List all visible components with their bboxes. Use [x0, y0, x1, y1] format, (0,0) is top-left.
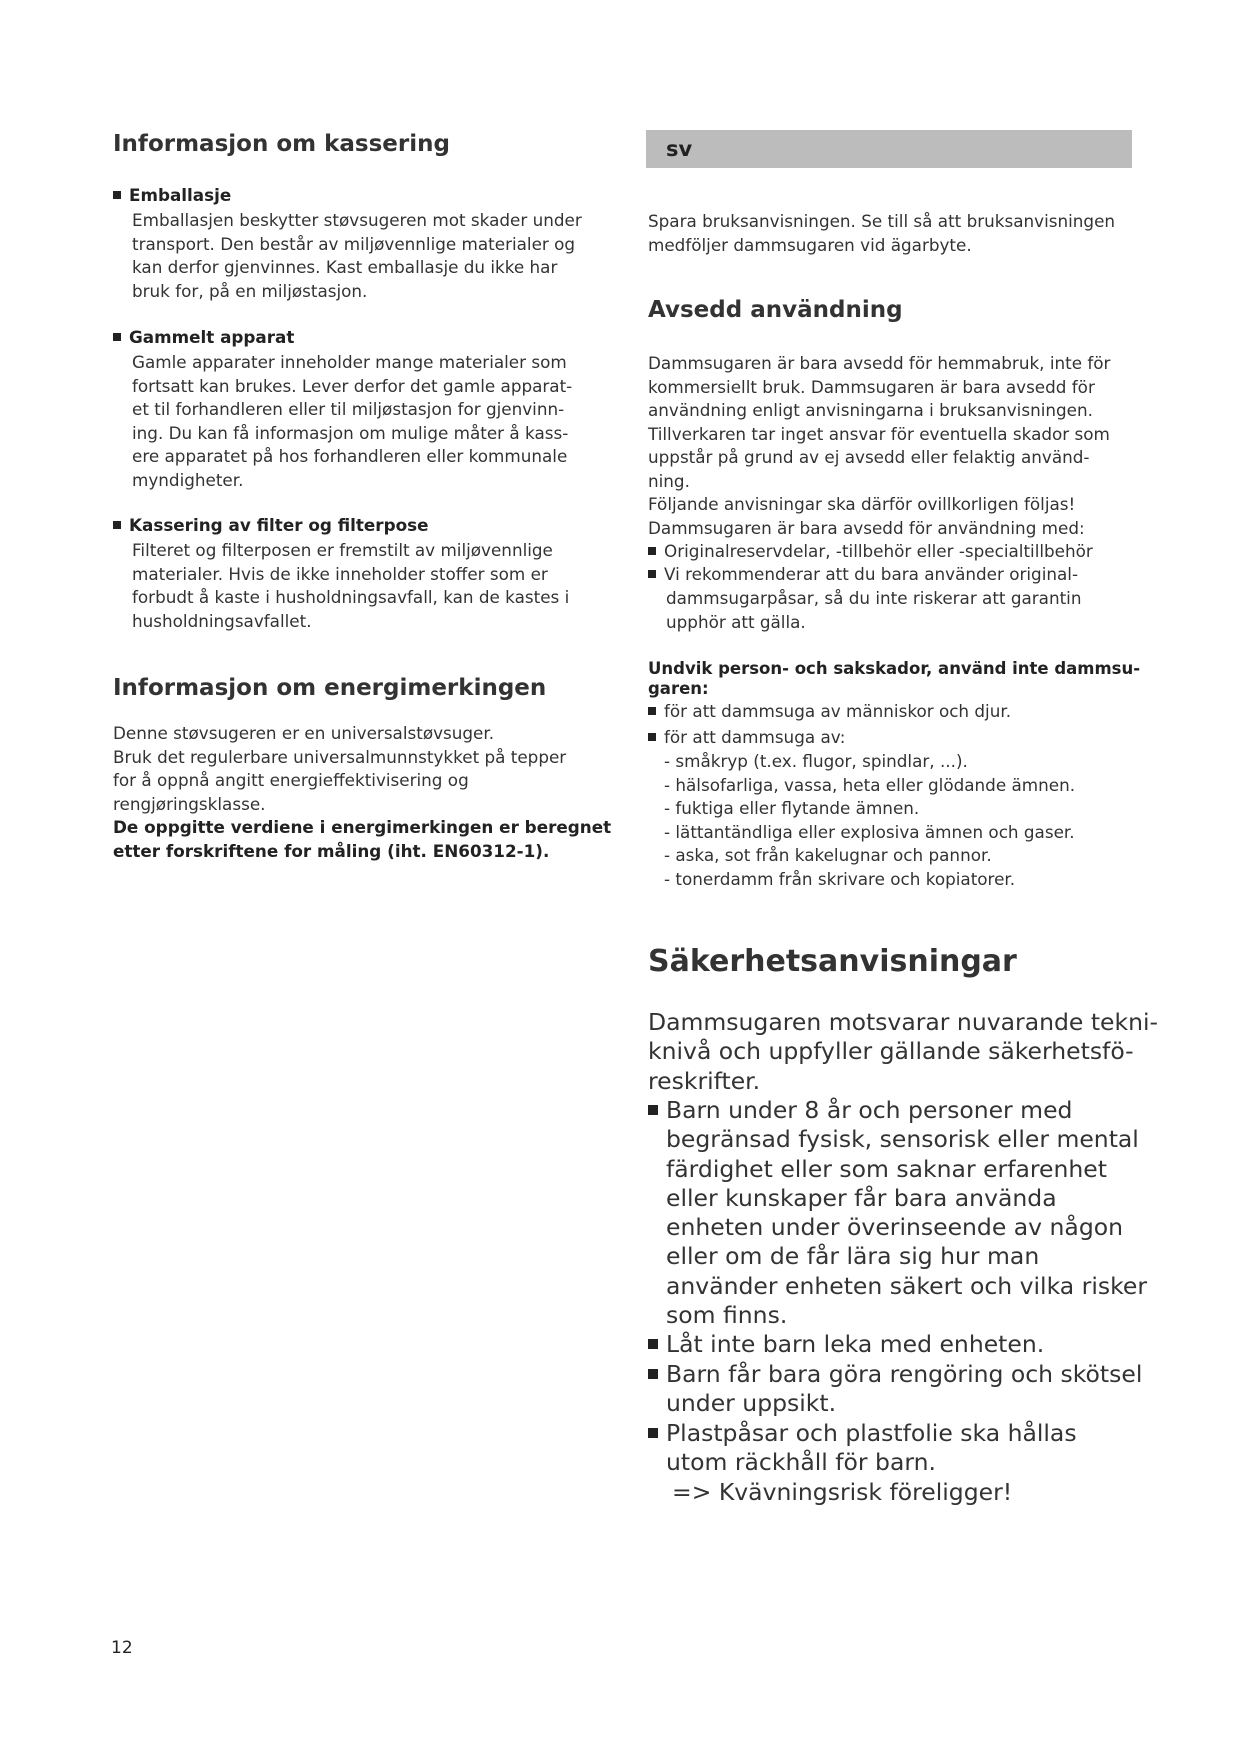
- page-number: 12: [111, 1638, 133, 1658]
- bullet-square-icon: [648, 707, 656, 715]
- avsedd-bullet: Vi rekommenderar att du bara använder original-: [648, 563, 1078, 587]
- bullet-square-icon: [648, 1428, 658, 1438]
- emballasje-text: Emballasjen beskytter støvsugeren mot skader under transport. Den består av miljøvennlige materialer og kan derfor gjenvinnes. Kast emballasje du ikke har bruk for, på en miljøstasjon.: [132, 210, 582, 301]
- avsedd-bullet-continuation: dammsugarpåsar, så du inte riskerar att garantin upphör att gälla.: [666, 588, 1082, 632]
- bullet-square-icon: [113, 191, 121, 199]
- bullet-square-icon: [648, 1369, 658, 1379]
- sakerhet-item-children: Barn under 8 år och personer med begränsad fysisk, sensorisk eller mental färdighet eller som saknar erfarenhet eller kunskaper får bara använda enheten under överinseende av någon eller om de får lära sig hur man använder enheten säkert och vilka risker som finns.: [648, 1096, 1147, 1330]
- undvik-bullet: för att dammsuga av:: [648, 726, 845, 750]
- undvik-heading: Undvik person- och sakskador, använd inte dammsu- garen:: [648, 659, 1141, 698]
- avsedd-bullet: Originalreservdelar, -tillbehör eller -specialtillbehör: [648, 540, 1093, 564]
- bullet-heading-gammelt-apparat: Gammelt apparat: [113, 327, 294, 347]
- sakerhet-title: Säkerhetsanvisningar: [648, 944, 1017, 979]
- sakerhet-intro: Dammsugaren motsvarar nuvarande tekni- knivå och uppfyller gällande säkerhetsfö- reskrifter.: [648, 1008, 1159, 1095]
- intro-text: Spara bruksanvisningen. Se till så att bruksanvisningen medföljer dammsugaren vid ägarbyte.: [648, 211, 1116, 255]
- bullet-square-icon: [648, 570, 656, 578]
- bullet-square-icon: [113, 333, 121, 341]
- bullet-square-icon: [648, 1105, 658, 1115]
- sakerhet-item-cleaning: Barn får bara göra rengöring och skötsel under uppsikt.: [648, 1360, 1142, 1419]
- bullet-heading-filter: Kassering av filter og filterpose: [113, 515, 429, 535]
- undvik-sublist: - småkryp (t.ex. flugor, spindlar, ...). - hälsofarliga, vassa, heta eller glödande ämnen. - fuktiga eller flytande ämnen. - lättantändliga eller explosiva ämnen och gaser. - aska, sot från kakelugnar och pannor. - tonerdamm från skrivare och kopiatorer.: [664, 751, 1076, 889]
- bullet-heading-emballasje: Emballasje: [113, 185, 231, 205]
- energi-text: Denne støvsugeren er en universalstøvsuger. Bruk det regulerbare universalmunnstykket på tepper for å oppnå angitt energieffektivisering og rengjøringsklasse. De oppgitte verdiene i energimerkingen er beregnet etter forskriftene for måling (iht. EN60312-1).: [113, 723, 612, 861]
- avsedd-title: Avsedd användning: [648, 297, 903, 323]
- bullet-square-icon: [113, 521, 121, 529]
- bullet-square-icon: [648, 733, 656, 741]
- filter-text: Filteret og filterposen er fremstilt av miljøvennlige materialer. Hvis de ikke inneholder stoffer som er forbudt å kaste i husholdningsavfall, kan de kastes i husholdningsavfallet.: [132, 540, 570, 631]
- bullet-square-icon: [648, 547, 656, 555]
- undvik-bullet: för att dammsuga av människor och djur.: [648, 700, 1011, 724]
- language-bar: [646, 130, 1132, 168]
- bullet-square-icon: [648, 1339, 658, 1349]
- energi-title: Informasjon om energimerkingen: [113, 675, 547, 701]
- sakerhet-item-plastic: Plastpåsar och plastfolie ska hållas utom räckhåll för barn. => Kvävningsrisk föreligger!: [648, 1419, 1077, 1507]
- sakerhet-item-play: Låt inte barn leka med enheten.: [648, 1330, 1044, 1359]
- avsedd-text: Dammsugaren är bara avsedd för hemmabruk, inte för kommersiellt bruk. Dammsugaren är bara avsedd för användning enligt anvisningarna i bruksanvisningen. Tillverkaren tar inget ansvar för eventuella skador som uppstår på grund av ej avsedd eller felaktig använd- ning. Följande anvisningar ska därför ovillkorligen följas! Dammsugaren är bara avsedd för användning med:: [648, 353, 1111, 538]
- gammelt-apparat-text: Gamle apparater inneholder mange materialer som fortsatt kan brukes. Lever derfor det gamle apparat- et til forhandleren eller til miljøstasjon for gjenvinn- ing. Du kan få informasjon om mulige måter å kass- ere apparatet på hos forhandleren eller kommunale myndigheter.: [132, 352, 573, 490]
- kassering-title: Informasjon om kassering: [113, 131, 450, 157]
- language-code: sv: [666, 137, 693, 161]
- suffocation-warning: => Kvävningsrisk föreligger!: [672, 1477, 1013, 1506]
